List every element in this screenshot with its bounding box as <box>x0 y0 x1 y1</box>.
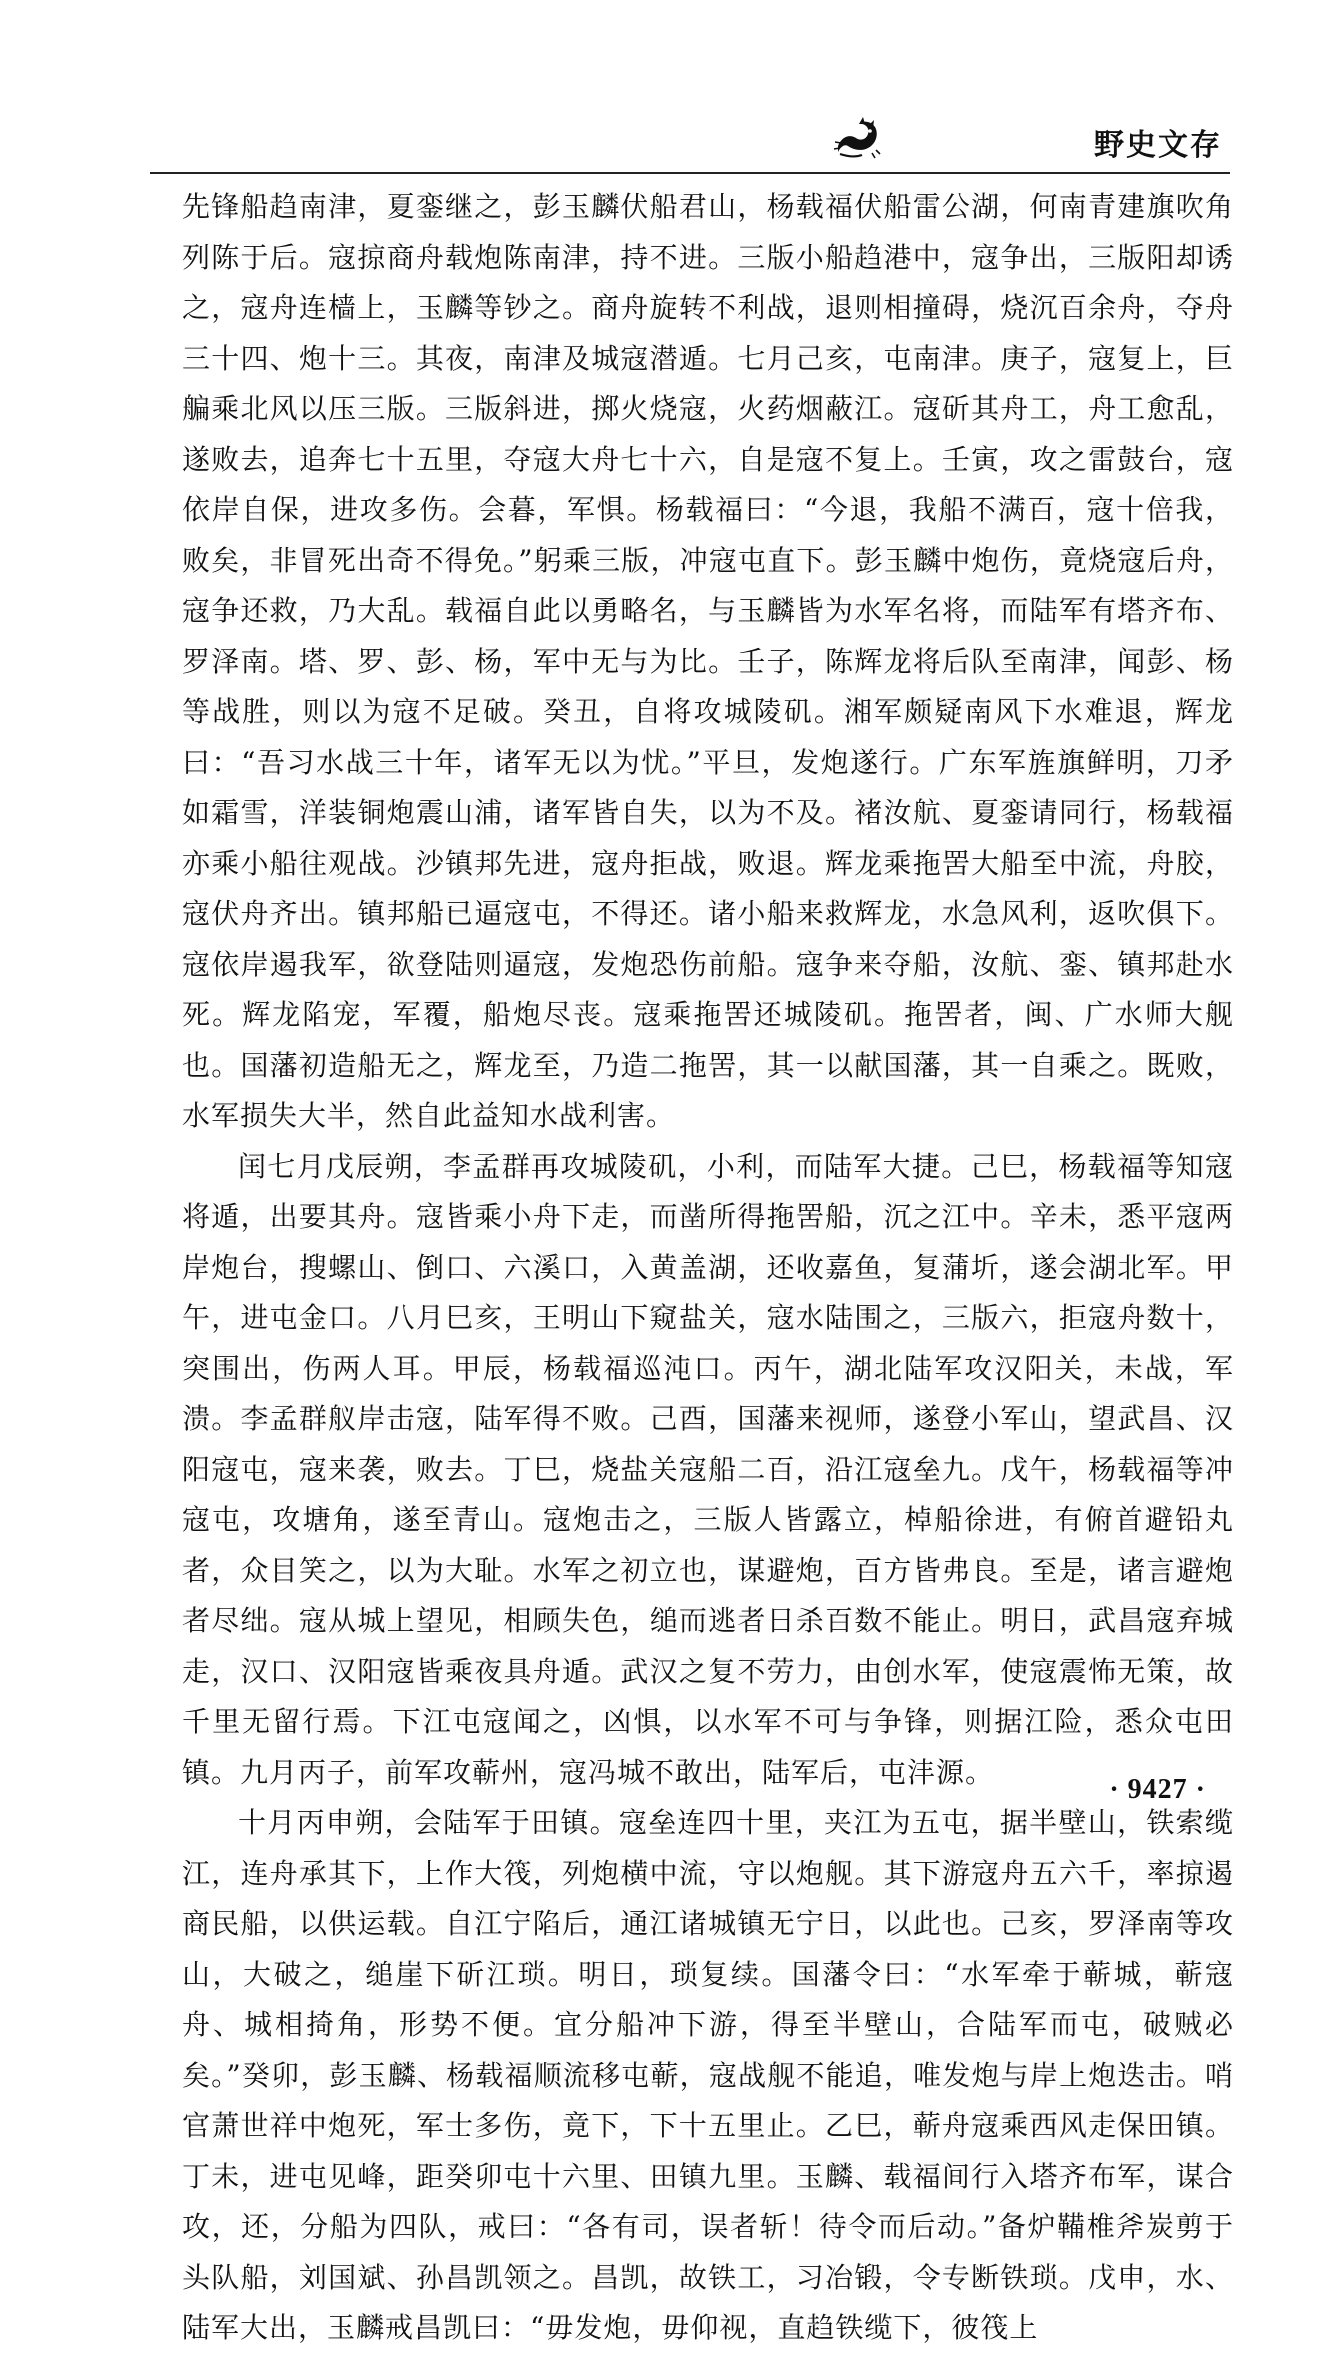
paragraph: 先锋船趋南津，夏銮继之，彭玉麟伏船君山，杨载福伏船雷公湖，何南青建旗吹角列陈于后。寇掠商舟载炮陈南津，持不进。三版小船趋港中，寇争出，三版阳却诱之，寇舟连樯上，玉麟等钞之。商舟旋转不利战，退则相撞碍，烧沉百余舟，夺舟三十四、炮十三。其夜，南津及城寇潜遁。七月己亥，屯南津。庚子，寇复上，巨艑乘北风以压三版。三版斜进，掷火烧寇，火药烟蔽江。寇斫其舟工，舟工愈乱，遂败去，追奔七十五里，夺寇大舟七十六，自是寇不复上。壬寅，攻之雷鼓台，寇依岸自保，进攻多伤。会暮，军惧。杨载福曰：“今退，我船不满百，寇十倍我，败矣，非冒死出奇不得免。”躬乘三版，冲寇屯直下。彭玉麟中炮伤，竟烧寇后舟，寇争还救，乃大乱。载福自此以勇略名，与玉麟皆为水军名将，而陆军有塔齐布、罗泽南。塔、罗、彭、杨，军中无与为比。壬子，陈辉龙将后队至南津，闻彭、杨等战胜，则以为寇不足破。癸丑，自将攻城陵矶。湘军颇疑南风下水难退，辉龙曰：“吾习水战三十年，诸军无以为忧。”平旦，发炮遂行。广东军旌旗鲜明，刀矛如霜雪，洋装铜炮震山浦，诸军皆自失，以为不及。褚汝航、夏銮请同行，杨载福亦乘小船往观战。沙镇邦先进，寇舟拒战，败退。辉龙乘拖罟大船至中流，舟胶，寇伏舟齐出。镇邦船已逼寇屯，不得还。诸小船来救辉龙，水急风利，返吹俱下。寇依岸遏我军，欲登陆则逼寇，发炮恐伤前船。寇争来夺船，汝航、銮、镇邦赴水死。辉龙陷宠，军覆，船炮尽丧。寇乘拖罟还城陵矶。拖罟者，闽、广水师大舰也。国藩初造船无之，辉龙至，乃造二拖罟，其一以献国藩，其一自乘之。既败，水军损失大半，然自此益知水战利害。 <box>182 190 1234 1132</box>
header-title: 野史文存 <box>1094 128 1222 163</box>
page-number: · 9427 · <box>1109 1774 1206 1805</box>
dragon-emblem-icon <box>832 112 882 162</box>
page-header <box>150 112 1230 174</box>
header-rule <box>150 172 1230 174</box>
body-text <box>182 182 1234 2354</box>
paragraph: 十月丙申朔，会陆军于田镇。寇垒连四十里，夹江为五屯，据半壁山，铁索缆江，连舟承其下，上作大筏，列炮横中流，守以炮舰。其下游寇舟五六千，率掠遏商民船，以供运载。自江宁陷后，通江诸城镇无宁日，以此也。己亥，罗泽南等攻山，大破之，缒崖下斫江琐。明日，琐复续。国藩令曰：“水军牵于蕲城，蕲寇舟、城相掎角，形势不便。宜分船冲下游，得至半壁山，合陆军而屯，破贼必矣。”癸卯，彭玉麟、杨载福顺流移屯蕲，寇战舰不能追，唯发炮与岸上炮迭击。哨官萧世祥中炮死，军士多伤，竟下，下十五里止。乙巳，蕲舟寇乘西风走保田镇。丁未，进屯见峰，距癸卯屯十六里、田镇九里。玉麟、载福间行入塔齐布军，谋合攻，还，分船为四队，戒曰：“各有司，误者斩！待令而后动。”备炉鞴椎斧炭剪于头队船，刘国斌、孙昌凯领之。昌凯，故铁工，习冶锻，令专断铁琐。戊申，水、陆军大出，玉麟戒昌凯曰：“毋发炮，毋仰视，直趋铁缆下，彼筏上 <box>182 1806 1234 2344</box>
paragraph: 闰七月戊辰朔，李孟群再攻城陵矶，小利，而陆军大捷。己巳，杨载福等知寇将遁，出要其舟。寇皆乘小舟下走，而凿所得拖罟船，沉之江中。辛未，悉平寇两岸炮台，搜螺山、倒口、六溪口，入黄盖湖，还收嘉鱼，复蒲圻，遂会湖北军。甲午，进屯金口。八月巳亥，王明山下窥盐关，寇水陆围之，三版六，拒寇舟数十，突围出，伤两人耳。甲辰，杨载福巡沌口。丙午，湖北陆军攻汉阳关，未战，军溃。李孟群舣岸击寇，陆军得不败。己酉，国藩来视师，遂登小军山，望武昌、汉阳寇屯，寇来袭，败去。丁巳，烧盐关寇船二百，沿江寇垒九。戊午，杨载福等冲寇屯，攻塘角，遂至青山。寇炮击之，三版人皆露立，棹船徐进，有俯首避铅丸者，众目笑之，以为大耻。水军之初立也，谋避炮，百方皆弗良。至是，诸言避炮者尽绌。寇从城上望见，相顾失色，缒而逃者日杀百数不能止。明日，武昌寇弃城走，汉口、汉阳寇皆乘夜具舟遁。武汉之复不劳力，由创水军，使寇震怖无策，故千里无留行焉。下江屯寇闻之，凶惧，以水军不可与争锋，则据江险，悉众屯田镇。九月丙子，前军攻蕲州，寇冯城不敢出，陆军后，屯沣源。 <box>182 1149 1234 1789</box>
